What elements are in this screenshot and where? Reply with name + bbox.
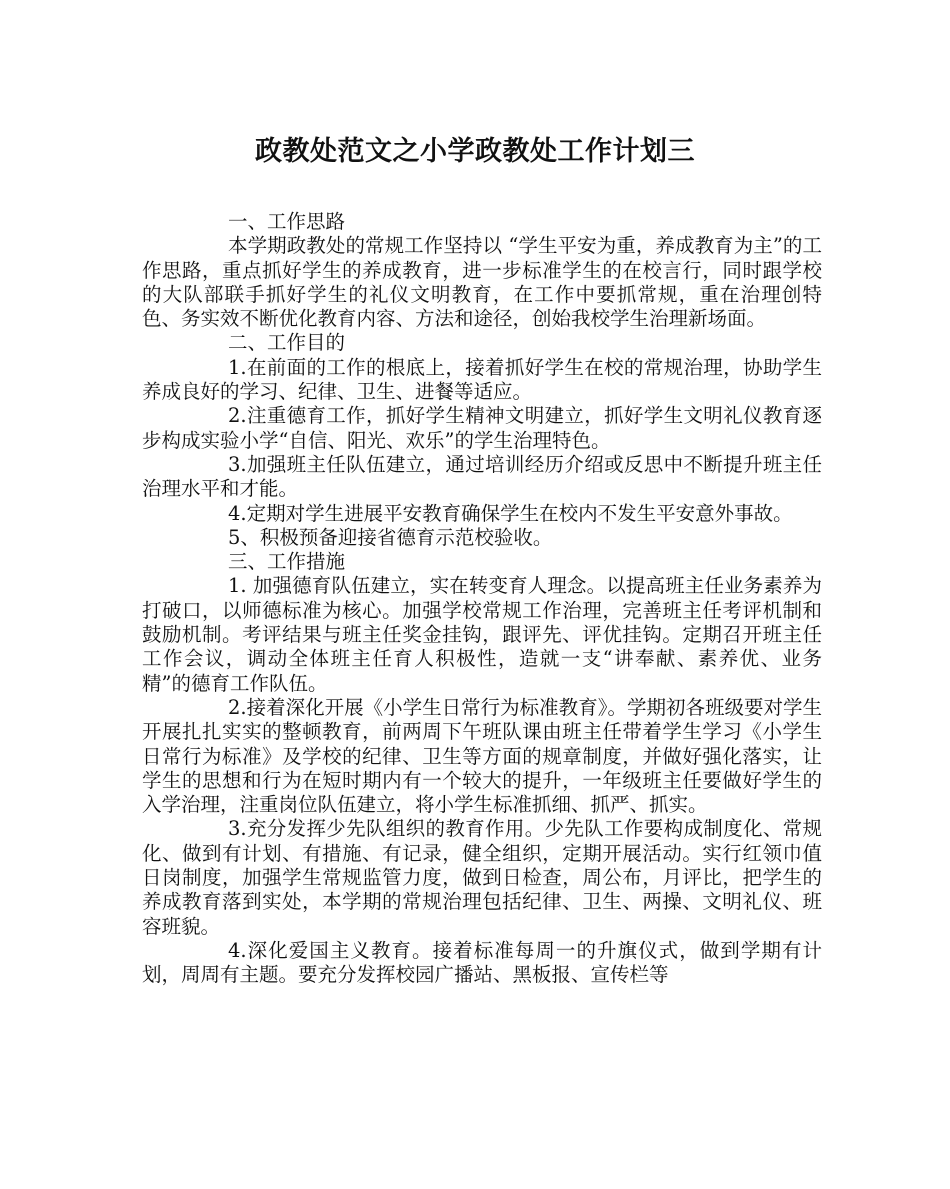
section-heading-work-approach: 一、工作思路: [228, 210, 346, 233]
measure-item-2: 2.接着深化开展《小学生日常行为标准教育》。学期初各班级要对学生开展扎扎实实的整顿教育，前两周下午班队课由班主任带着学生学习《小学生日常行为标准》及学校的纪律、卫生等方面的规章制度，并做好强化落实，让学生的思想和行为在短时期内有一个较大的提升，一年级班主任要做好学生的入学治理，注重岗位队伍建立，将小学生标准抓细、抓严、抓实。: [142, 695, 822, 817]
measure-item-4: 4.深化爱国主义教育。接着标准每周一的升旗仪式，做到学期有计划，周周有主题。要充分发挥校园广播站、黑板报、宣传栏等: [142, 938, 822, 987]
section-heading-work-goals: 二、工作目的: [228, 331, 346, 355]
paragraph-work-approach: 本学期政教处的常规工作坚持以 “学生平安为重，养成教育为主”的工作思路，重点抓好学生的养成教育，进一步标准学生的在校言行，同时跟学校的大队部联手抓好学生的礼仪文明教育，在工作中要抓常规，重在治理创特色、务实效不断优化教育内容、方法和途径，创始我校学生治理新场面。: [142, 234, 822, 331]
goal-item-1: 1.在前面的工作的根底上，接着抓好学生在校的常规治理，协助学生养成良好的学习、纪律、卫生、进餐等适应。: [142, 355, 822, 404]
measure-item-1: 1. 加强德育队伍建立，实在转变育人理念。以提高班主任业务素养为打破口，以师德标准为核心。加强学校常规工作治理，完善班主任考评机制和鼓励机制。考评结果与班主任奖金挂钩，跟评先、评优挂钩。定期召开班主任工作会议，调动全体班主任育人积极性，造就一支“讲奉献、素养优、业务精”的德育工作队伍。: [142, 574, 822, 695]
goal-item-3: 3.加强班主任队伍建立，通过培训经历介绍或反思中不断提升班主任治理水平和才能。: [142, 452, 822, 501]
section-heading-work-measures: 三、工作措施: [228, 550, 346, 574]
goal-item-5: 5、积极预备迎接省德育示范校验收。: [228, 525, 553, 549]
goal-item-4: 4.定期对学生进展平安教育确保学生在校内不发生平安意外事故。: [228, 501, 793, 525]
goal-item-2: 2.注重德育工作，抓好学生精神文明建立，抓好学生文明礼仪教育逐步构成实验小学“自信、阳光、欢乐”的学生治理特色。: [142, 404, 822, 452]
measure-item-3: 3.充分发挥少先队组织的教育作用。少先队工作要构成制度化、常规化、做到有计划、有措施、有记录，健全组织，定期开展活动。实行红领巾值日岗制度，加强学生常规监管力度，做到日检查，周公布，月评比，把学生的养成教育落到实处，本学期的常规治理包括纪律、卫生、两操、文明礼仪、班容班貌。: [142, 817, 822, 938]
document-title: 政教处范文之小学政教处工作计划三: [255, 136, 695, 167]
document-body: [142, 210, 822, 988]
